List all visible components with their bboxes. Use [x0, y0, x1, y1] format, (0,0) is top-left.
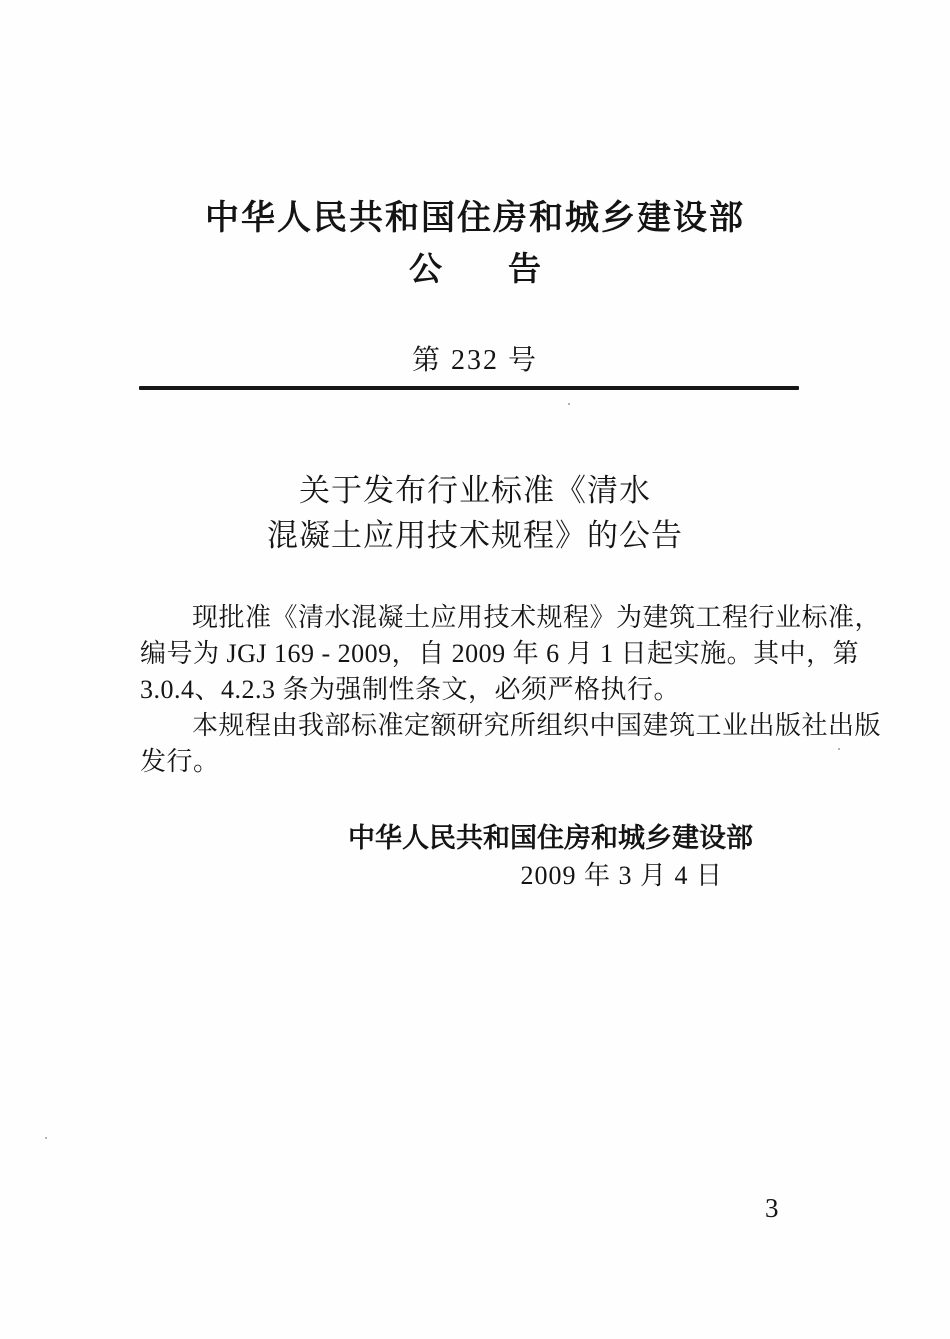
paragraph1-line2: 编号为 JGJ 169 - 2009，自 2009 年 6 月 1 日起实施。其中，第 — [140, 639, 860, 668]
announcement-title-line2: 混凝土应用技术规程》的公告 — [267, 518, 683, 553]
announcement-title — [0, 468, 950, 558]
page-number: 3 — [765, 1193, 779, 1223]
ministry-title: 中华人民共和国住房和城乡建设部 — [205, 199, 745, 237]
paragraph2-line1: 本规程由我部标准定额研究所组织中国建筑工业出版社出版 — [192, 711, 882, 740]
scan-speck — [45, 1137, 47, 1139]
announcement-heading: 公 告 — [409, 250, 541, 287]
signature-date: 2009 年 3 月 4 日 — [520, 861, 723, 890]
scan-speck — [838, 748, 840, 750]
signature-organization: 中华人民共和国住房和城乡建设部 — [348, 823, 753, 853]
scan-speck — [568, 403, 570, 405]
paragraph2-line2: 发行。 — [140, 747, 220, 776]
divider-rule — [139, 386, 799, 390]
paragraph1-line3: 3.0.4、4.2.3 条为强制性条文，必须严格执行。 — [140, 675, 681, 704]
paragraph1-line1: 现批准《清水混凝土应用技术规程》为建筑工程行业标准， — [192, 603, 882, 632]
document-number: 第 232 号 — [411, 345, 538, 376]
announcement-title-line1: 关于发布行业标准《清水 — [299, 473, 651, 508]
body-text — [140, 600, 882, 780]
